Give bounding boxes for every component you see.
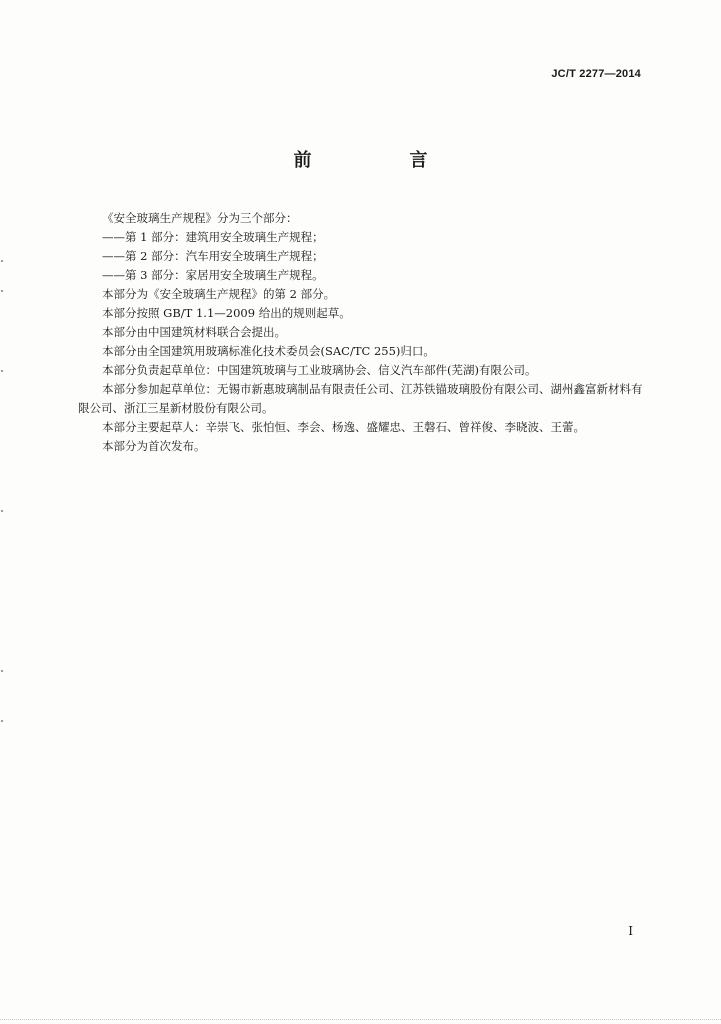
paragraph: 本部分负责起草单位：中国建筑玻璃与工业玻璃协会、信义汽车部件(芜湖)有限公司。 xyxy=(102,363,537,377)
paragraph: 本部分由中国建筑材料联合会提出。 xyxy=(102,325,286,339)
scan-edge-marks xyxy=(0,250,6,750)
paragraph: 《安全玻璃生产规程》分为三个部分： xyxy=(102,211,298,225)
paragraph: 本部分主要起草人：辛崇飞、张怕恒、李会、杨逸、盛耀忠、王磐石、曾祥俊、李晓波、王蕾。 xyxy=(102,420,585,434)
list-item: ——第 3 部分：家居用安全玻璃生产规程。 xyxy=(102,268,324,282)
foreword-body xyxy=(78,209,648,456)
paragraph: 本部分参加起草单位：无锡市新惠玻璃制品有限责任公司、江苏铁锚玻璃股份有限公司、湖州鑫富新材料有限公司、浙江三星新材股份有限公司。 xyxy=(78,382,643,415)
scan-bottom-edge xyxy=(0,1019,721,1024)
page-number: I xyxy=(628,924,633,938)
page-title: 前 言 xyxy=(293,150,468,171)
list-item: ——第 1 部分：建筑用安全玻璃生产规程； xyxy=(102,230,324,244)
standard-code: JC/T 2277—2014 xyxy=(551,68,641,80)
paragraph: 本部分为首次发布。 xyxy=(102,439,206,453)
paragraph: 本部分按照 GB/T 1.1—2009 给出的规则起草。 xyxy=(102,306,351,320)
paragraph: 本部分为《安全玻璃生产规程》的第 2 部分。 xyxy=(102,287,336,301)
paragraph: 本部分由全国建筑用玻璃标准化技术委员会(SAC/TC 255)归口。 xyxy=(102,344,435,358)
list-item: ——第 2 部分：汽车用安全玻璃生产规程； xyxy=(102,249,324,263)
